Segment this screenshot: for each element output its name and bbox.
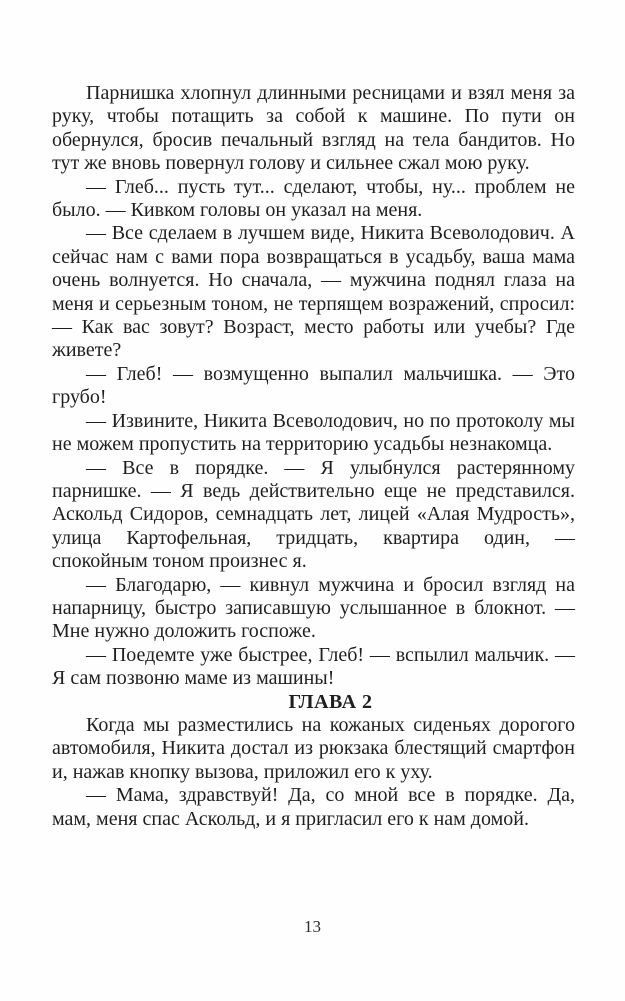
page-number: 13 (304, 917, 321, 936)
paragraph-dialogue: — Глеб... пусть тут... сделают, чтобы, ну... проблем не было. — Кивком головы он указал на меня. (52, 175, 575, 222)
paragraph: Когда мы разместились на кожаных сиденьях дорогого автомобиля, Никита достал из рюкзака блестящий смартфон и, нажав кнопку вызова, приложил его к уху. (52, 713, 575, 783)
chapter-heading: ГЛАВА 2 (288, 690, 373, 713)
paragraph-dialogue: — Мама, здравствуй! Да, со мной все в порядке. Да, мам, меня спас Аскольд, и я пригласил его к нам домой. (52, 784, 575, 830)
page-text (52, 82, 575, 831)
paragraph-dialogue: — Все сделаем в лучшем виде, Никита Всеволодович. А сейчас нам с вами пора возвращаться в усадьбу, ваша мама очень волнуется. Но сначала, — мужчина поднял глаза на меня и серьезным тоном, не терпящем возражений, спросил: — Как вас зовут? Возраст, место работы или учебы? Где живете? (52, 222, 575, 362)
paragraph-dialogue: — Все в порядке. — Я улыбнулся растерянному парнишке. — Я ведь действительно еще не представился. Аскольд Сидоров, семнадцать лет, лицей «Алая Мудрость», улица Картофельная, тридцать, квартира один, — спокойным тоном произнес я. (52, 456, 575, 573)
paragraph-dialogue: — Благодарю, — кивнул мужчина и бросил взгляд на напарницу, быстро записавшую услышанное в блокнот. — Мне нужно доложить госпоже. (52, 573, 575, 643)
paragraph: Парнишка хлопнул длинными ресницами и взял меня за руку, чтобы потащить за собой к машине. По пути он обернулся, бросив печальный взгляд на тела бандитов. Но тут же вновь повернул голову и сильнее сжал мою руку. (52, 82, 575, 175)
paragraph-dialogue: — Глеб! — возмущенно выпалил мальчишка. — Это грубо! (52, 362, 575, 409)
paragraph-dialogue: — Поедемте уже быстрее, Глеб! — вспылил мальчик. — Я сам позвоню маме из машины! (52, 643, 575, 690)
paragraph-dialogue: — Извините, Никита Всеволодович, но по протоколу мы не можем пропустить на территорию усадьбы незнакомца. (52, 409, 575, 456)
